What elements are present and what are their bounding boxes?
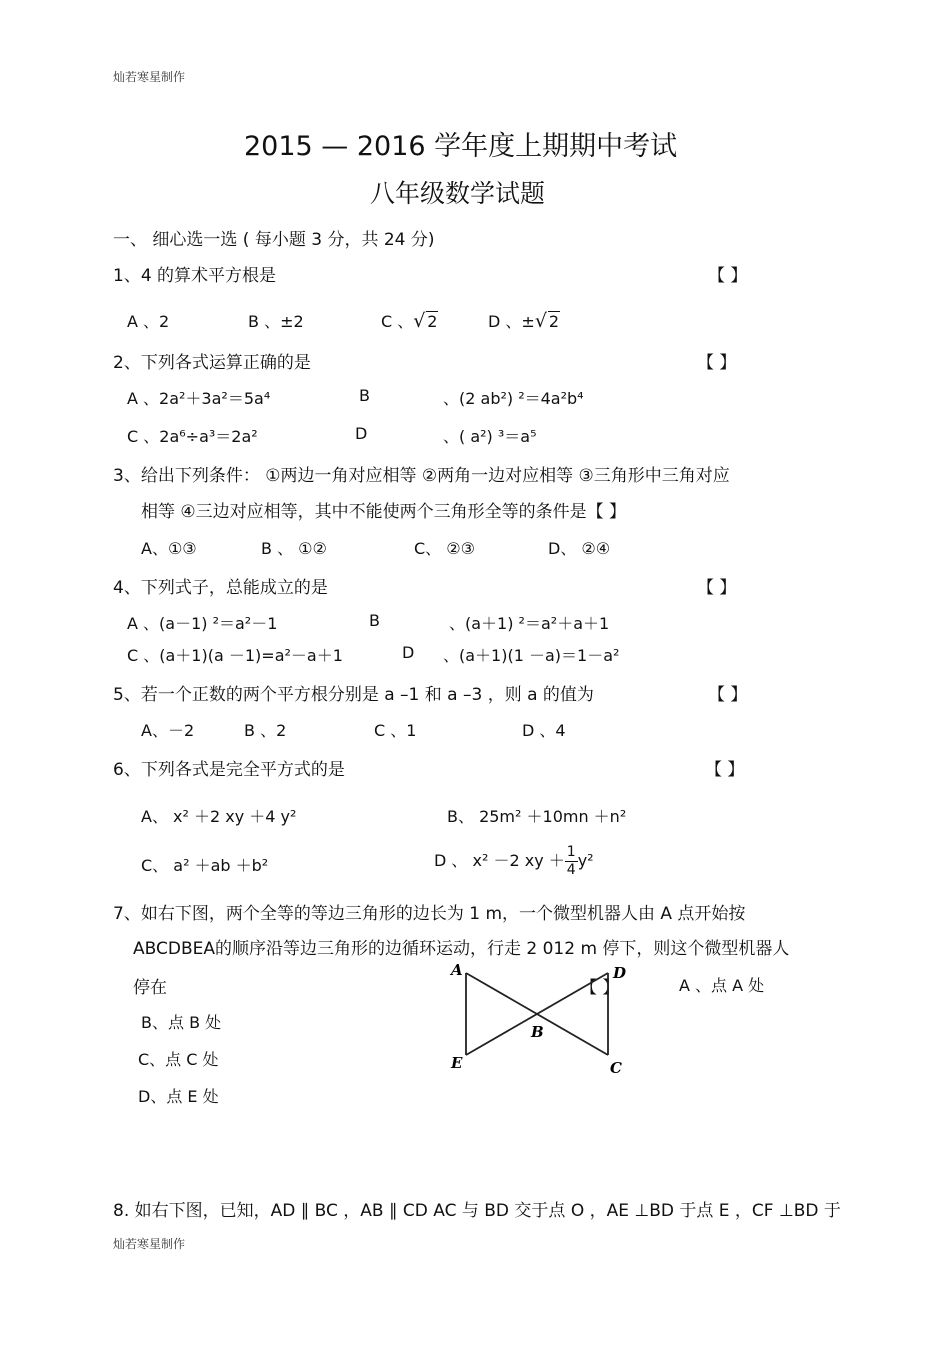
question-7-stem-line1: 7、如右下图，两个全等的等边三角形的边长为 1 m，一个微型机器人由 A 点开始按 <box>113 904 746 924</box>
question-5-answer-bracket: 【 】 <box>708 685 748 705</box>
question-7-stem-line3: 停在 <box>133 978 167 998</box>
question-6-answer-bracket: 【 】 <box>705 760 745 780</box>
question-2-option-b-label: B <box>359 386 370 405</box>
question-2-option-a: A 、2a²＋3a²＝5a⁴ <box>127 389 271 408</box>
question-6-option-d: D 、 x² －2 xy ＋ $\frac{1}{4}$ y² <box>434 844 594 878</box>
question-2-option-c: C 、2a⁶÷a³＝2a² <box>127 427 258 446</box>
section-heading: 一、 细心选一选 ( 每小题 3 分，共 24 分) <box>113 230 435 250</box>
question-4-option-b: 、(a＋1) ²＝a²＋a＋1 <box>449 614 610 633</box>
question-3-option-c: C、 ②③ <box>414 539 475 558</box>
question-5-option-c: C 、1 <box>374 721 417 740</box>
question-8-stem: 8. 如右下图，已知，AD ∥ BC ，AB ∥ CD AC 与 BD 交于点 O ，AE ⊥BD 于点 E ，CF ⊥BD 于 <box>113 1201 841 1221</box>
question-5-stem: 5、若一个正数的两个平方根分别是 a –1 和 a –3 ，则 a 的值为 <box>113 685 594 705</box>
question-1-option-a: A 、2 <box>127 312 170 331</box>
page-header: 灿若寒星制作 <box>113 70 186 84</box>
question-3-stem-line2: 相等 ④三边对应相等，其中不能使两个三角形全等的条件是【 】 <box>141 502 627 522</box>
page-footer: 灿若寒星制作 <box>113 1237 186 1251</box>
question-2-option-d-label: D <box>355 424 368 443</box>
question-5-option-a: A、－2 <box>141 721 195 740</box>
question-6-option-b: B、 25m² ＋10mn ＋n² <box>447 807 627 826</box>
question-7-option-c: C、点 C 处 <box>138 1050 219 1069</box>
fraction: $\frac{1}{4}$ <box>566 844 576 878</box>
question-7-answer-bracket: 【 】 <box>580 978 620 998</box>
triangles-figure <box>440 955 640 1080</box>
question-6-option-a: A、 x² ＋2 xy ＋4 y² <box>141 807 297 826</box>
question-7-option-a: A 、点 A 处 <box>679 976 765 995</box>
page-title: 2015 — 2016 学年度上期期中考试 <box>244 131 678 162</box>
question-7-option-b: B、点 B 处 <box>141 1013 222 1032</box>
figure-label-a: A <box>451 961 463 979</box>
question-2-stem: 2、下列各式运算正确的是 <box>113 353 311 373</box>
figure-label-c: C <box>610 1059 622 1077</box>
question-5-option-d: D 、4 <box>522 721 566 740</box>
question-3-option-d: D、 ②④ <box>548 539 611 558</box>
question-1-stem: 1、4 的算术平方根是 <box>113 266 277 286</box>
question-4-answer-bracket: 【 】 <box>697 578 737 598</box>
figure-label-b: B <box>531 1023 544 1041</box>
question-7-stem-line2: ABCDBEA的顺序沿等边三角形的边循环运动，行走 2 012 m 停下，则这个微型机器人 <box>133 939 790 959</box>
question-5-option-b: B 、2 <box>244 721 287 740</box>
question-4-option-d-label: D <box>402 643 415 662</box>
question-1-option-c: C 、√ 2 <box>381 309 438 332</box>
question-4-option-d: 、(a＋1)(1 －a)＝1－a² <box>443 646 620 665</box>
question-2-answer-bracket: 【 】 <box>697 353 737 373</box>
figure-label-d: D <box>613 964 627 982</box>
question-3-option-a: A、①③ <box>141 539 197 558</box>
radical-sign: √ 2 <box>413 312 438 331</box>
question-7-option-d: D、点 E 处 <box>138 1087 219 1106</box>
question-4-option-b-label: B <box>369 611 380 630</box>
question-4-stem: 4、下列式子，总能成立的是 <box>113 578 328 598</box>
question-4-option-a: A 、(a－1) ²＝a²－1 <box>127 614 278 633</box>
question-2-option-d: 、( a²) ³＝a⁵ <box>443 427 537 446</box>
question-2-option-b: 、(2 ab²) ²＝4a²b⁴ <box>443 389 584 408</box>
question-6-option-c: C、 a² ＋ab ＋b² <box>141 856 269 875</box>
page-subtitle: 八年级数学试题 <box>370 179 546 208</box>
figure-label-e: E <box>451 1054 463 1072</box>
question-3-option-b: B 、 ①② <box>261 539 327 558</box>
question-3-stem-line1: 3、给出下列条件： ①两边一角对应相等 ②两角一边对应相等 ③三角形中三角对应 <box>113 466 730 486</box>
question-1-answer-bracket: 【 】 <box>708 266 748 286</box>
question-1-option-d: D 、±√ 2 <box>488 309 560 332</box>
radical-sign: √ 2 <box>535 312 560 331</box>
question-1-option-b: B 、±2 <box>248 312 304 331</box>
question-6-stem: 6、下列各式是完全平方式的是 <box>113 760 345 780</box>
triangle-lines <box>466 973 608 1055</box>
question-4-option-c: C 、(a＋1)(a －1)=a²－a＋1 <box>127 646 343 665</box>
